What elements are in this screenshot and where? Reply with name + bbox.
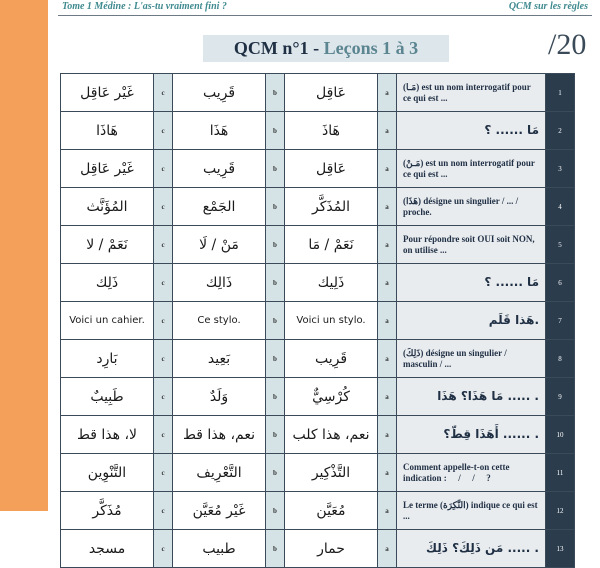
letter-c: c bbox=[154, 492, 173, 530]
option-a[interactable]: حمار bbox=[285, 530, 378, 568]
letter-c: c bbox=[154, 264, 173, 302]
option-c[interactable]: غَيْر عَاقِل bbox=[61, 74, 154, 112]
letter-b: b bbox=[266, 530, 285, 568]
option-c[interactable]: بَارِد bbox=[61, 340, 154, 378]
option-c[interactable]: التَّنْوِين bbox=[61, 454, 154, 492]
question-number: 4 bbox=[546, 188, 575, 226]
option-b[interactable]: طبيب bbox=[173, 530, 266, 568]
option-c[interactable]: نَعَمْ / لا bbox=[61, 226, 154, 264]
option-a[interactable]: نعم، هذا كلب bbox=[285, 416, 378, 454]
option-a[interactable]: نَعَمْ / مَا bbox=[285, 226, 378, 264]
option-a[interactable]: المُذَكَّر bbox=[285, 188, 378, 226]
option-b[interactable]: مَنْ / لَا bbox=[173, 226, 266, 264]
option-a[interactable]: هَاذَ bbox=[285, 112, 378, 150]
option-c[interactable]: ذَلِك bbox=[61, 264, 154, 302]
letter-c: c bbox=[154, 302, 173, 340]
letter-c: c bbox=[154, 416, 173, 454]
question-number: 3 bbox=[546, 150, 575, 188]
option-b[interactable]: قَرِيب bbox=[173, 74, 266, 112]
letter-a: a bbox=[378, 112, 397, 150]
table-row bbox=[61, 264, 575, 302]
header-book-title: Tome 1 Médine : L'as-tu vraiment fini ? bbox=[62, 1, 227, 12]
question-number: 10 bbox=[546, 416, 575, 454]
table-row bbox=[61, 302, 575, 340]
header-section-title: QCM sur les règles bbox=[508, 1, 588, 12]
option-c[interactable]: المُؤَنَّث bbox=[61, 188, 154, 226]
question-number: 1 bbox=[546, 74, 575, 112]
quiz-title-number: QCM n°1 - bbox=[233, 38, 324, 58]
letter-a: a bbox=[378, 378, 397, 416]
table-row bbox=[61, 112, 575, 150]
option-c[interactable]: Voici un cahier. bbox=[61, 302, 154, 340]
option-b[interactable]: ذَالِك bbox=[173, 264, 266, 302]
letter-b: b bbox=[266, 454, 285, 492]
letter-b: b bbox=[266, 112, 285, 150]
letter-b: b bbox=[266, 302, 285, 340]
option-a[interactable]: Voici un stylo. bbox=[285, 302, 378, 340]
question-number: 13 bbox=[546, 530, 575, 568]
letter-a: a bbox=[378, 416, 397, 454]
option-a[interactable]: عَاقِل bbox=[285, 150, 378, 188]
option-b[interactable]: غَيْر مُعَيَّن bbox=[173, 492, 266, 530]
option-b[interactable]: التَّعْرِيف bbox=[173, 454, 266, 492]
table-row bbox=[61, 378, 575, 416]
option-c[interactable]: هَاذَا bbox=[61, 112, 154, 150]
letter-a: a bbox=[378, 150, 397, 188]
question-number: 8 bbox=[546, 340, 575, 378]
letter-b: b bbox=[266, 416, 285, 454]
side-band bbox=[0, 0, 48, 511]
letter-c: c bbox=[154, 112, 173, 150]
question-number: 5 bbox=[546, 226, 575, 264]
letter-b: b bbox=[266, 226, 285, 264]
letter-b: b bbox=[266, 340, 285, 378]
question-number: 7 bbox=[546, 302, 575, 340]
letter-b: b bbox=[266, 74, 285, 112]
option-b[interactable]: وَلَدٌ bbox=[173, 378, 266, 416]
option-a[interactable]: مُعَيَّن bbox=[285, 492, 378, 530]
option-a[interactable]: ذَلِيك bbox=[285, 264, 378, 302]
option-c[interactable]: غَيْر عَاقِل bbox=[61, 150, 154, 188]
table-row bbox=[61, 226, 575, 264]
question-text: (هَذَا) désigne un singulier / ... / proche. bbox=[397, 188, 546, 226]
letter-b: b bbox=[266, 188, 285, 226]
question-text: مَا ...... ؟ bbox=[397, 264, 546, 302]
table-row bbox=[61, 340, 575, 378]
letter-a: a bbox=[378, 188, 397, 226]
option-a[interactable]: قَرِيب bbox=[285, 340, 378, 378]
table-row bbox=[61, 150, 575, 188]
table-row bbox=[61, 416, 575, 454]
question-number: 6 bbox=[546, 264, 575, 302]
option-c[interactable]: مُذَكَّر bbox=[61, 492, 154, 530]
letter-b: b bbox=[266, 150, 285, 188]
option-c[interactable]: طَبِيبٌ bbox=[61, 378, 154, 416]
table-row bbox=[61, 530, 575, 568]
option-b[interactable]: هَذَا bbox=[173, 112, 266, 150]
question-text: مَا هَذَا؟ هَذَا ..... . bbox=[397, 378, 546, 416]
option-b[interactable]: Ce stylo. bbox=[173, 302, 266, 340]
table-row bbox=[61, 188, 575, 226]
letter-c: c bbox=[154, 74, 173, 112]
question-text: هَذا قَلَم. bbox=[397, 302, 546, 340]
letter-c: c bbox=[154, 340, 173, 378]
letter-c: c bbox=[154, 454, 173, 492]
question-number: 11 bbox=[546, 454, 575, 492]
letter-c: c bbox=[154, 378, 173, 416]
letter-a: a bbox=[378, 492, 397, 530]
letter-b: b bbox=[266, 378, 285, 416]
table-row bbox=[61, 454, 575, 492]
letter-a: a bbox=[378, 454, 397, 492]
option-b[interactable]: نعم، هذا قط bbox=[173, 416, 266, 454]
letter-c: c bbox=[154, 188, 173, 226]
option-a[interactable]: عَاقِل bbox=[285, 74, 378, 112]
question-text: Le terme (النَّكِرَة) indique ce qui est ... bbox=[397, 492, 546, 530]
letter-b: b bbox=[266, 492, 285, 530]
letter-a: a bbox=[378, 340, 397, 378]
question-text: مَن ذَلِكَ؟ ذَلِكَ ..... . bbox=[397, 530, 546, 568]
question-number: 12 bbox=[546, 492, 575, 530]
question-number: 9 bbox=[546, 378, 575, 416]
letter-a: a bbox=[378, 264, 397, 302]
letter-a: a bbox=[378, 74, 397, 112]
question-text: Pour répondre soit OUI soit NON, on utilise ... bbox=[397, 226, 546, 264]
letter-c: c bbox=[154, 150, 173, 188]
quiz-table bbox=[60, 73, 575, 568]
question-text: أَهَذَا قِطّ؟ ...... . bbox=[397, 416, 546, 454]
option-b[interactable]: قَرِيب bbox=[173, 150, 266, 188]
question-text: Comment appelle-t-on cette indication : ً / ٌ / ٍ ? bbox=[397, 454, 546, 492]
score-total: /20 bbox=[548, 28, 587, 61]
letter-c: c bbox=[154, 226, 173, 264]
question-text: (مَـنْ) est un nom interrogatif pour ce qui est ... bbox=[397, 150, 546, 188]
option-a[interactable]: كُرْسِيٌّ bbox=[285, 378, 378, 416]
question-number: 2 bbox=[546, 112, 575, 150]
option-b[interactable]: بَعِيد bbox=[173, 340, 266, 378]
quiz-title bbox=[203, 35, 449, 62]
letter-b: b bbox=[266, 264, 285, 302]
letter-a: a bbox=[378, 530, 397, 568]
question-text: مَا ...... ؟ bbox=[397, 112, 546, 150]
question-text: (ذَلِكَ) désigne un singulier / masculin / ... bbox=[397, 340, 546, 378]
option-c[interactable]: لا، هذا قط bbox=[61, 416, 154, 454]
table-row bbox=[61, 74, 575, 112]
letter-a: a bbox=[378, 226, 397, 264]
option-a[interactable]: التَّذْكِير bbox=[285, 454, 378, 492]
option-c[interactable]: مسجد bbox=[61, 530, 154, 568]
option-b[interactable]: الجَمْع bbox=[173, 188, 266, 226]
quiz-title-lessons: Leçons 1 à 3 bbox=[323, 38, 419, 58]
letter-c: c bbox=[154, 530, 173, 568]
question-text: (مَـا) est un nom interrogatif pour ce qui est ... bbox=[397, 74, 546, 112]
letter-a: a bbox=[378, 302, 397, 340]
header-divider bbox=[58, 15, 592, 16]
